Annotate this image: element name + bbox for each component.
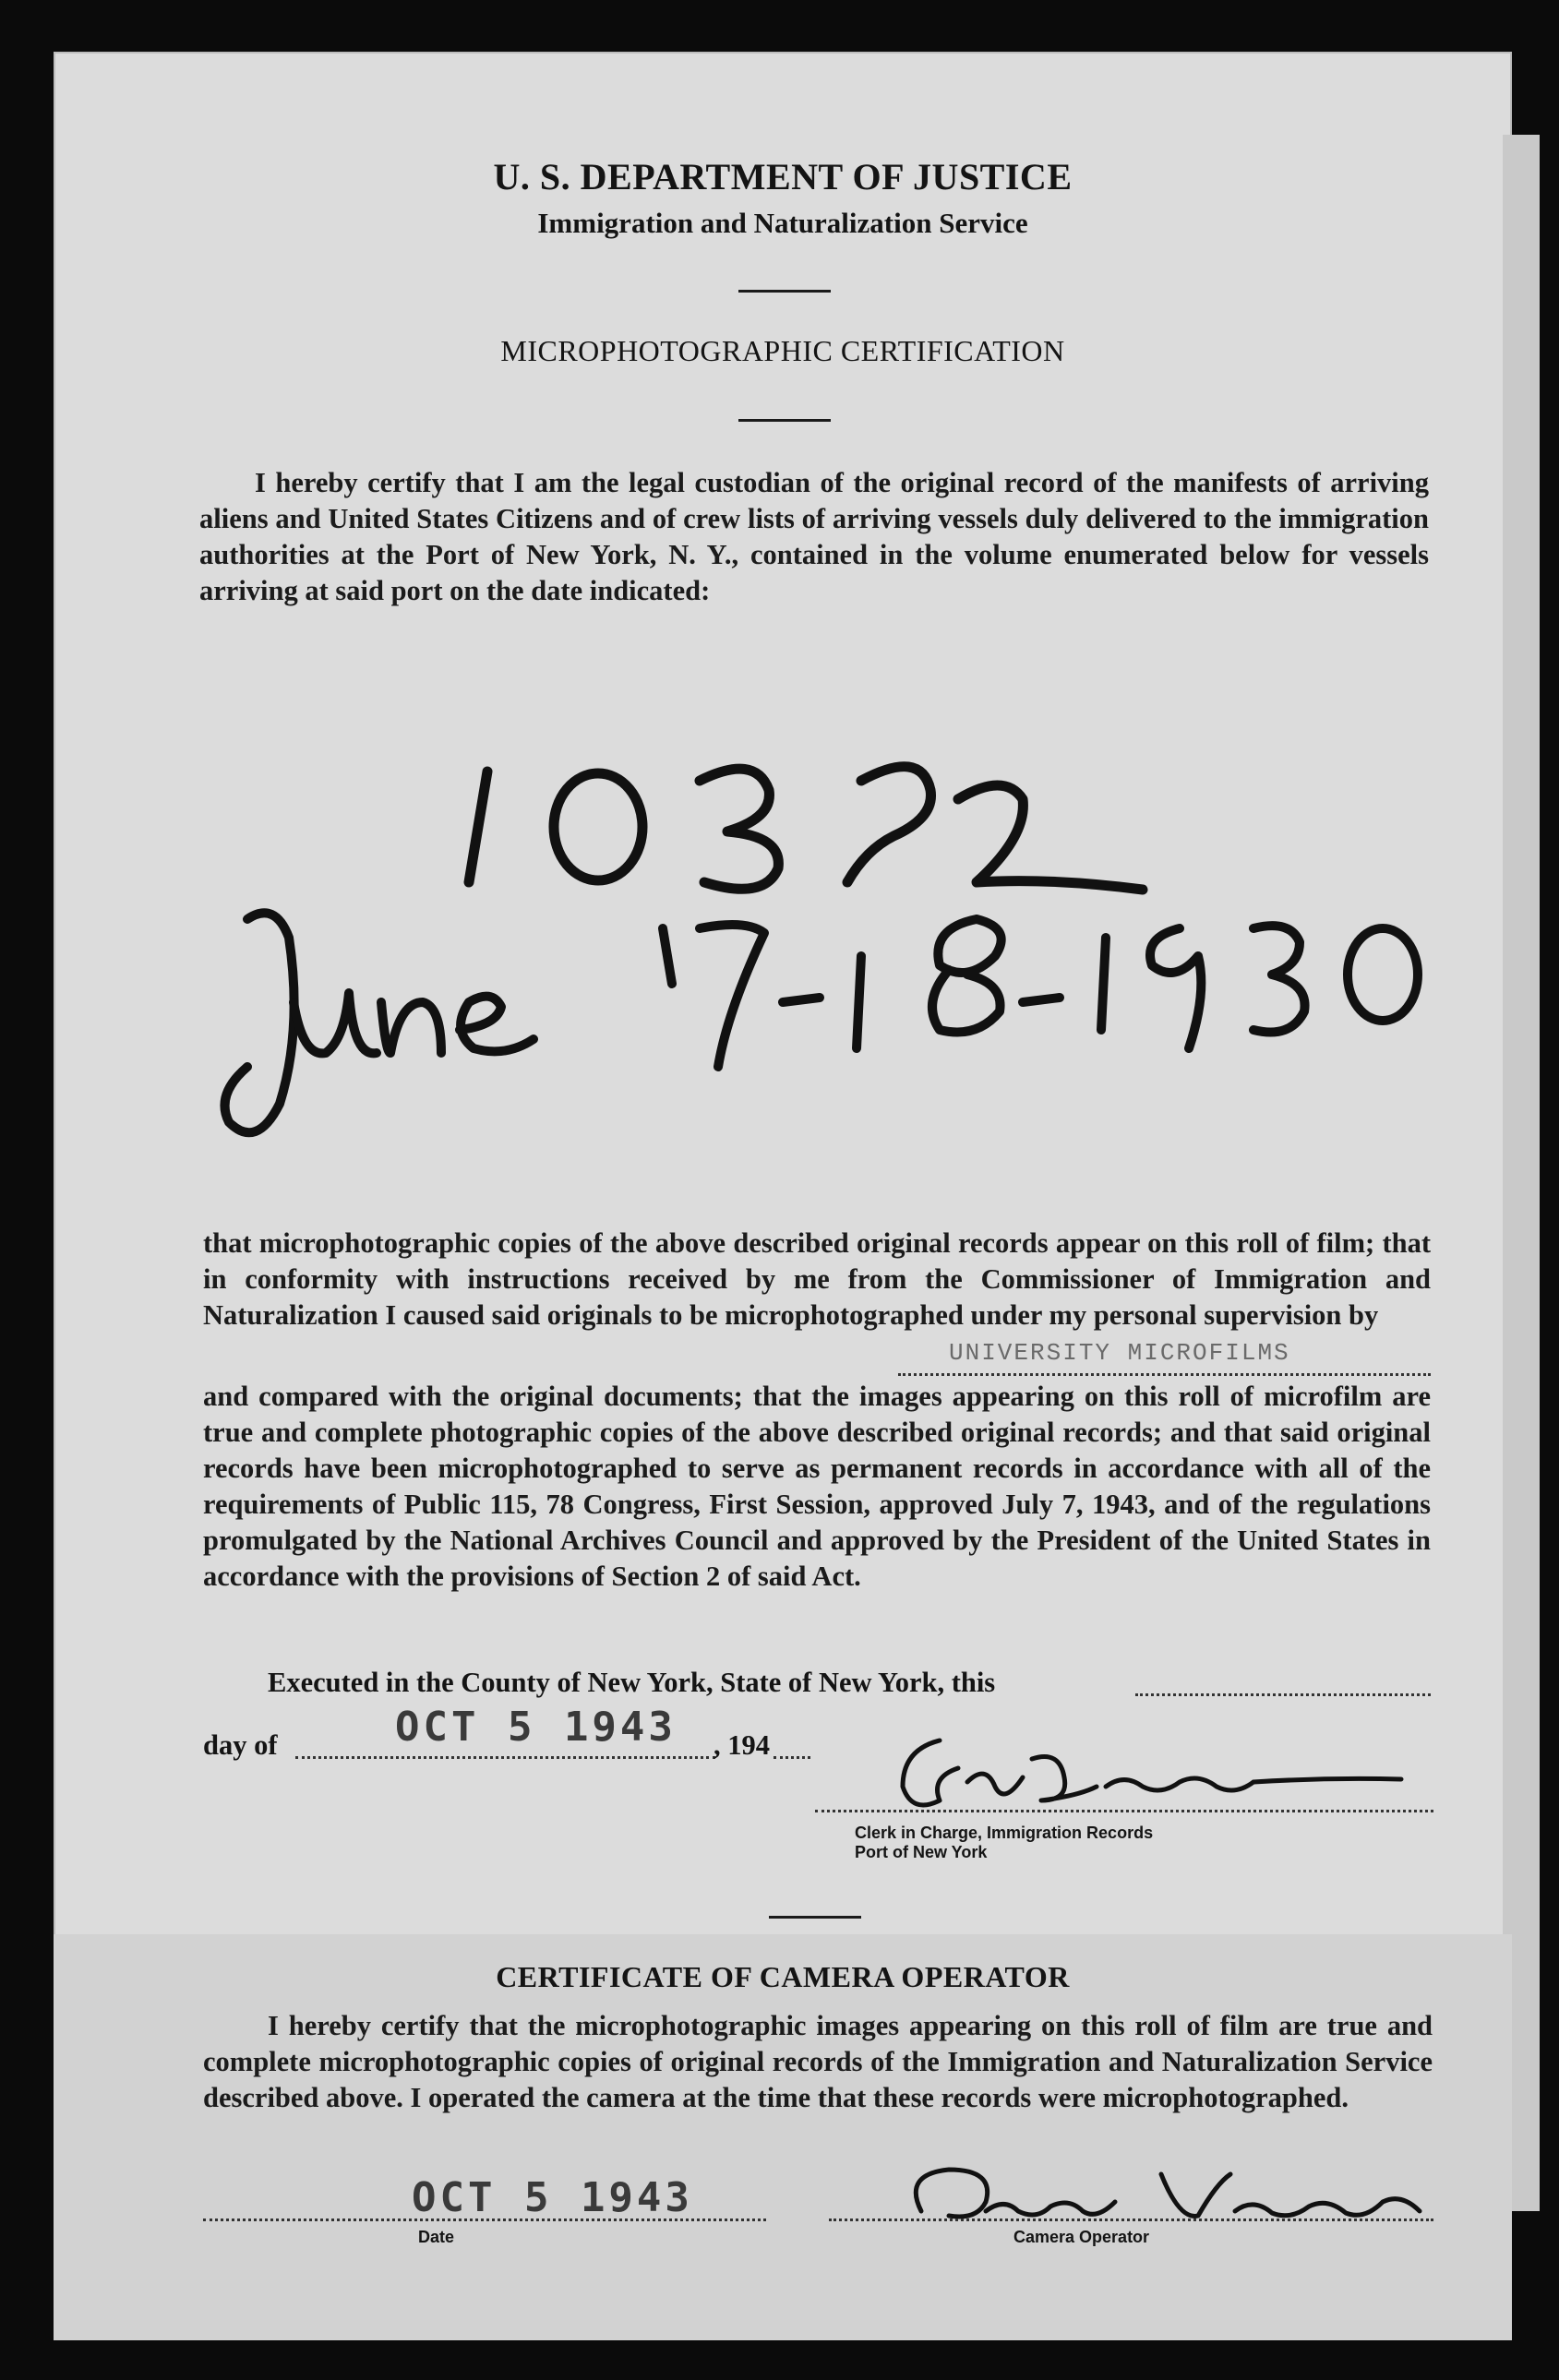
microfilm-company-stamp: UNIVERSITY MICROFILMS [949,1339,1290,1367]
clerk-title-line1: Clerk in Charge, Immigration Records [855,1824,1154,1842]
execution-date-stamp: OCT 5 1943 [395,1704,677,1751]
body-paragraph-part2 [203,1379,1431,1595]
camera-certificate-heading: CERTIFICATE OF CAMERA OPERATOR [496,1960,1070,1993]
dotted-line [295,1756,715,1759]
body-text-part2: and compared with the original documents; that the images appearing on this roll of microfilm are true and complete photographic copies of the above described original records; and that said original records have been microphotographed to serve as permanent records in accordance with all of the requirements of Public 115, 78 Congress, First Session, approved July 7, 1943, and of the regulations promulgated by the National Archives Council and approved by the President of the United States in accordance with the provisions of Section 2 of said Act. [203,1381,1431,1592]
camera-paragraph [203,2008,1433,2116]
camera-paragraph-text: I hereby certify that the microphotographic images appearing on this roll of film are true and complete microphotographic copies of original records of the Immigration and Naturalization Service described above. I operated the camera at the time that these records were microphotographed. [203,2010,1433,2113]
clerk-signature-line [815,1810,1433,1812]
service-subtitle: Immigration and Naturalization Service [537,207,1028,239]
divider [769,1916,861,1919]
year-suffix: , 194 [714,1729,770,1761]
intro-text: I hereby certify that I am the legal custodian of the original record of the manifests of arriving aliens and United States Citizens and of crew lists of arriving vessels duly delivered to the immigration authorities at the Port of New York, N. Y., contained in the volume enumerated below for vessels arriving at said port on the date indicated: [199,467,1429,606]
executed-line: Executed in the County of New York, State of New York, this [268,1667,996,1698]
certificate-page [54,52,1512,2340]
signature-graphic [866,2147,1457,2239]
camera-operator-label: Camera Operator [1013,2228,1150,2246]
body-paragraph-part1 [203,1226,1431,1334]
lower-section-background [54,1934,1512,2340]
camera-operator-signature [866,2147,1457,2243]
divider [738,290,831,293]
intro-paragraph [199,465,1429,609]
date-label: Date [418,2228,455,2246]
handwriting-june-17-18-1930 [192,864,1484,1178]
dotted-line [1135,1693,1431,1696]
page-edge [1503,135,1540,2211]
camera-date-stamp: OCT 5 1943 [412,2174,693,2221]
department-title: U. S. DEPARTMENT OF JUSTICE [493,156,1073,197]
dotted-line [774,1756,810,1759]
handwritten-date-range [192,864,1484,1182]
body-text-part1: that microphotographic copies of the above described original records appear on this roll of film; that in conformity with instructions received by me from the Commissioner of Immigration and Naturalization I caused said originals to be microphotographed under my personal supervision by [203,1227,1431,1331]
certification-heading: MICROPHOTOGRAPHIC CERTIFICATION [500,334,1065,367]
clerk-title-line2: Port of New York [855,1843,988,1861]
divider [738,419,831,422]
operator-signature-line [829,2219,1433,2221]
day-of-label: day of [203,1729,278,1761]
signature-graphic [847,1713,1438,1824]
dotted-line [898,1373,1431,1376]
